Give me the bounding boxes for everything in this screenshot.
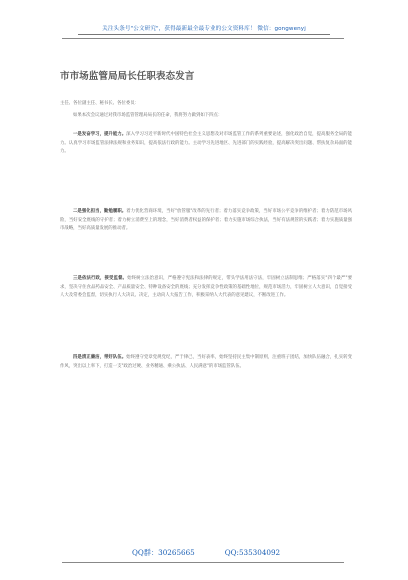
paragraph-3-lead: 三是依法行政，接受监督。	[73, 276, 128, 281]
salutation: 主任、各位副主任、秘书长、各位委员：	[60, 101, 140, 106]
paragraph-3	[60, 275, 352, 301]
paragraph-2-text: 着力优化营商环境，当好"放管服"改革的先行者；着力落实竞争政策，当好市场公平竞争的维护者；着力防范市场风险，当好安全底线的守护者；着力树立消费至上的理念，当好消费者权益的保护者；着力实施市场综合执法，当好有法规管的实践者；着力实施质量强市战略，当好高质量发展的推动者。	[60, 209, 352, 232]
paragraph-1-text: 深入学习习近平新时代中国特色社会主义思想及对市场监管工作的系列重要论述，强化政治自觉，提高服务全局的能力。认真学习市场监管法律法规和业务知识，提高依法行政的能力。主动学习先进地区、先进部门的实践经验，提高解决突出问题、帮扶复杂局面的能力。	[60, 132, 352, 155]
footer-contact	[132, 548, 310, 558]
paragraph-2-lead: 二是强化担当，勤勉履职。	[73, 209, 127, 214]
intro-paragraph: 如果本次会议通过对我市场监管管理局局长的任命，我将努力做到如下四点：	[73, 113, 223, 118]
paragraph-1-lead: 一是发奋学习，提升能力。	[73, 132, 127, 137]
document-title: 市市场监管局局长任职表态发言	[60, 71, 195, 82]
footer-divider	[62, 562, 344, 563]
paragraph-1	[60, 131, 352, 157]
paragraph-4	[60, 354, 352, 371]
paragraph-3-text: 始终树立法治意识，严格遵守宪法和法律的规定，带头学法用法守法，牢固树立法制思维；严格落实"四个最严"要求，坚决守住食品药品安全、产品质量安全、特种设备安全的底线；充分发挥竞争性政策的基础性地位，规范市场活力，牢固树立人大意识，自觉接受人大及常委会监督，切实执行人大决议、决定，主动向人大报告工作，积极采纳人大代表的意见建议，不断改进工作。	[60, 276, 352, 299]
paragraph-2	[60, 208, 352, 234]
header-banner[interactable]: 关注头条号"公文研究"，获得最新最全最专业的公文资料库！ 微信：gongwenyj	[78, 24, 330, 35]
header-divider	[62, 38, 344, 39]
paragraph-4-lead: 四是清正廉洁，带好队伍。	[73, 355, 127, 360]
paragraph-4-text: 始终遵守党章党规党纪，严于律己，当好表率，始终坚持民主集中制原则，注重班子团结，加快队伍融合，扎实转变作风，突出以上率下，打造一支"政治过硬、业务精通、乘公执法、人民满意"的市场监管队伍。	[60, 355, 352, 369]
footer-qq: QQ:535304092	[224, 548, 281, 557]
footer-qq-group: QQ群：30265665	[132, 548, 195, 557]
